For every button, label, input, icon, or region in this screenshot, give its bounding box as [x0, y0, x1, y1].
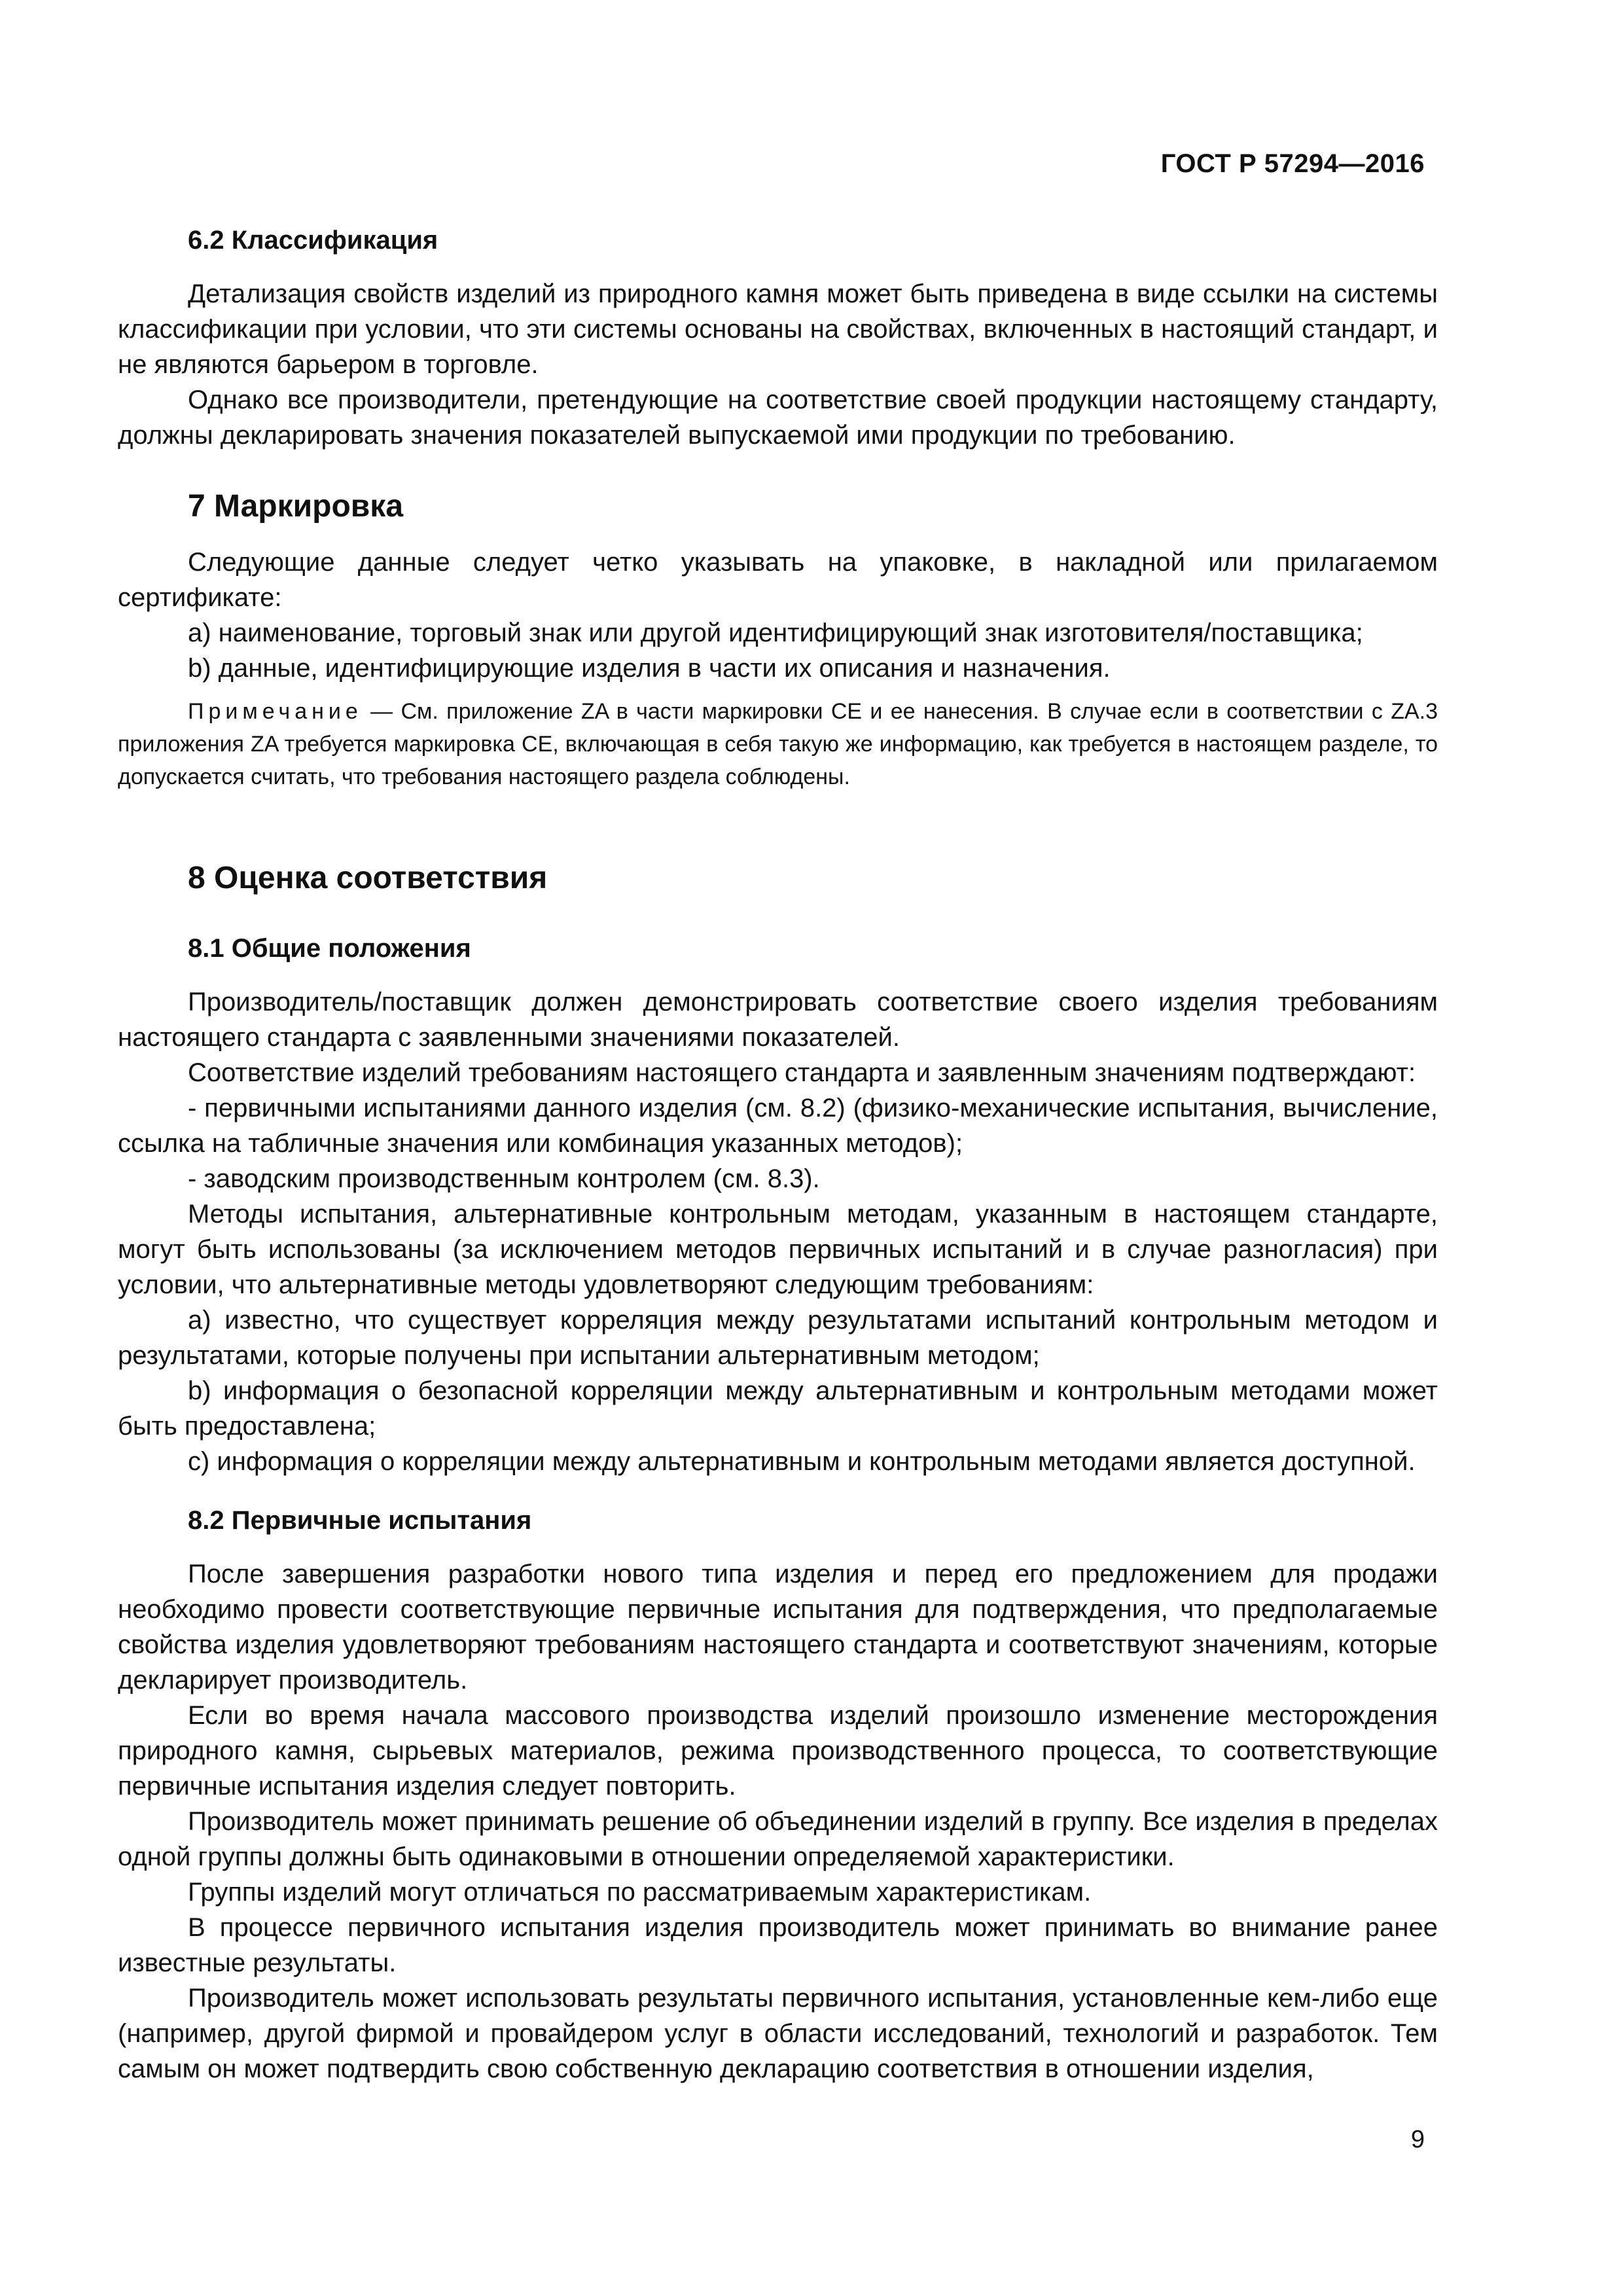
- paragraph: Однако все производители, претендующие на соответствие своей продукции настоящему стандарту, должны декларировать значения показателей выпускаемой ими продукции по требованию.: [118, 386, 1438, 450]
- paragraph: Производитель/поставщик должен демонстрировать соответствие своего изделия требованиям настоящего стандарта с заявленными значениями показателей.: [118, 988, 1438, 1052]
- note: [118, 695, 1438, 793]
- paragraph: Методы испытания, альтернативные контрольным методам, указанным в настоящем стандарте, могут быть использованы (за исключением методов первичных испытаний и в случае разногласия) при условии, что альтернативные методы удовлетворяют следующим требованиям:: [118, 1200, 1438, 1299]
- section-6-2-title: 6.2 Классификация: [188, 226, 438, 255]
- note-text: — См. приложение ZA в части маркировки СЕ и ее нанесения. В случае если в соответствии с ZA.3 приложения ZA требуется маркировка СЕ, включающая в себя такую же информацию, как требуется в настоящем разделе, то допускается считать, что требования настоящего раздела соблюдены.: [118, 699, 1438, 789]
- list-item: - заводским производственным контролем (см. 8.3).: [188, 1164, 820, 1193]
- list-item: - первичными испытаниями данного изделия (см. 8.2) (физико-механические испытания, вычисление, ссылка на табличные значения или комбинация указанных методов);: [118, 1094, 1438, 1158]
- paragraph: Соответствие изделий требованиям настоящего стандарта и заявленным значениям подтверждают:: [188, 1058, 1416, 1087]
- paragraph: Следующие данные следует четко указывать на упаковке, в накладной или прилагаемом сертификате:: [118, 548, 1438, 612]
- paragraph: Детализация свойств изделий из природного камня может быть приведена в виде ссылки на системы классификации при условии, что эти системы основаны на свойствах, включенных в настоящий стандарт, и не являются барьером в торговле.: [118, 279, 1438, 379]
- paragraph: Если во время начала массового производства изделий произошло изменение месторождения природного камня, сырьевых материалов, режима производственного процесса, то соответствующие первичные испытания изделия следует повторить.: [118, 1701, 1438, 1801]
- page-content: [118, 223, 1438, 2087]
- list-item: b) данные, идентифицирующие изделия в части их описания и назначения.: [188, 654, 1111, 683]
- section-8-title: 8 Оценка соответствия: [188, 861, 548, 895]
- paragraph: Группы изделий могут отличаться по рассматриваемым характеристикам.: [188, 1878, 1092, 1907]
- list-item: с) информация о корреляции между альтернативным и контрольным методами является доступной.: [188, 1447, 1416, 1476]
- note-label: Примечание: [188, 699, 363, 724]
- paragraph: В процессе первичного испытания изделия производитель может принимать во внимание ранее известные результаты.: [118, 1913, 1438, 1977]
- list-item: а) известно, что существует корреляция между результатами испытаний контрольным методом и результатами, которые получены при испытании альтернативным методом;: [118, 1306, 1438, 1370]
- paragraph: Производитель может принимать решение об объединении изделий в группу. Все изделия в пределах одной группы должны быть одинаковыми в отношении определяемой характеристики.: [118, 1807, 1438, 1871]
- document-code: ГОСТ Р 57294—2016: [1160, 149, 1425, 178]
- section-7-title: 7 Маркировка: [188, 489, 404, 524]
- section-8-1-title: 8.1 Общие положения: [188, 934, 471, 963]
- paragraph: Производитель может использовать результаты первичного испытания, установленные кем-либо еще (например, другой фирмой и провайдером услуг в области исследований, технологий и разработок. Тем самым он может подтвердить свою собственную декларацию соответствия в отношении изделия,: [118, 1984, 1438, 2083]
- paragraph: После завершения разработки нового типа изделия и перед его предложением для продажи необходимо провести соответствующие первичные испытания для подтверждения, что предполагаемые свойства изделия удовлетворяют требованиям настоящего стандарта и соответствуют значениям, которые декларирует производитель.: [118, 1560, 1438, 1695]
- list-item: a) наименование, торговый знак или другой идентифицирующий знак изготовителя/поставщика;: [188, 619, 1363, 647]
- section-8-2-title: 8.2 Первичные испытания: [188, 1506, 532, 1535]
- page-number: 9: [1410, 2126, 1425, 2153]
- list-item: b) информация о безопасной корреляции между альтернативным и контрольным методами может быть предоставлена;: [118, 1376, 1438, 1441]
